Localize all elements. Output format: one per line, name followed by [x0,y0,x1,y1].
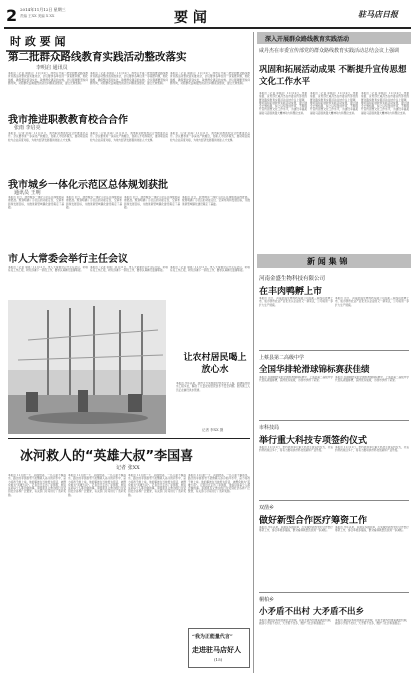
top-body-2: 本报讯（记者 李明启）11月12日，市委常委、宣传部长咸丹杰在市委宣传部党的群众路线教育实践活动总结会议上强调，要巩固和拓展教育实践活动成果，建立健全长效机制，持之以恒改进作风，不断提升宣传思想文化工作水平，为建设幸福美丽驻马店提供强大精神动力和舆论支持。 [310,92,358,115]
article-2-title: 我市推进职教教育校合合作 [8,115,128,126]
feature-box [188,628,250,668]
item-3-body: 本报讯 11月11日，市科技局举行重大科技专项签约仪式，共签约科技项目多个，将有力推动我市科技创新和产业升级。 [259,446,333,453]
item-1-body: 本报讯 近日，河南金盛生物科技有限公司在新三板成功挂牌上市，成为我市农业产业化龙头企业的又一新亮点，公司将进一步扩大生产规模。 [259,297,333,307]
article-1-byline: 李明启 通讯员 [36,65,68,71]
item-3-rule [259,500,409,501]
feature-rule [8,438,250,439]
article-3-body-2: 本报讯 近日，我市城乡一体化示范区总体规划获得批准。规划明确了示范区的功能定位、空间布局和发展目标，为推进新型城镇化建设奠定了基础。 [66,196,122,209]
item-3-body-2: 本报讯 11月11日，市科技局举行重大科技专项签约仪式，共签约科技项目多个，将有力推动我市科技创新和产业升级。 [335,446,409,453]
article-3-body-4: 本报讯 近日，我市城乡一体化示范区总体规划获得批准。规划明确了示范区的功能定位、空间布局和发展目标，为推进新型城镇化建设奠定了基础。 [182,196,250,206]
article-1-title: 第二批群众路线教育实践活动整改落实 [8,51,187,63]
editor-line: 责编 王XX 美编 X XX [20,14,55,18]
newspaper-name: 驻马店日报 [358,9,398,19]
item-2-kicker: 上蔡县第二高级中学 [259,355,305,361]
item-1-body-2: 本报讯 近日，河南金盛生物科技有限公司在新三板成功挂牌上市，成为我市农业产业化龙头企业的又一新亮点，公司将进一步扩大生产规模。 [335,297,409,307]
item-4-title: 做好新型合作医疗筹资工作 [259,516,368,526]
item-4-body: 本报讯 今年以来，双凿乡多措并举，扎实做好新型农村合作医疗筹资工作，参合率稳步提高，群众看病就医负担进一步减轻。 [259,526,333,533]
top-body: 本报讯（记者 李明启）11月12日，市委常委、宣传部长咸丹杰在市委宣传部党的群众路线教育实践活动总结会议上强调，要巩固和拓展教育实践活动成果，建立健全长效机制，持之以恒改进作风，不断提升宣传思想文化工作水平，为建设幸福美丽驻马店提供强大精神动力和舆论支持。 [259,92,307,115]
news-photo [8,300,166,434]
page-number: 2 [6,6,18,25]
article-3-byline: 通讯员 王明 [14,190,41,196]
right-section [257,32,411,673]
header-rule [4,27,411,29]
item-1-kicker: 河南金盛生物科技有限公司 [259,276,326,282]
item-3-title: 举行重大科技专项签约仪式 [259,436,368,446]
article-2-body: 本报讯（记者 张雨）11月11日，我市职业教育校企合作推进会召开。会议要求进一步深化产教融合，创新人才培养模式，推动职业院校与企业深度对接，为地方经济发展提供技能人才支撑。 [8,132,88,142]
photo-credit: 记者 李XX 摄 [202,428,224,432]
item-1-title: 在丰肉鸭孵上市 [259,287,323,297]
item-5-kicker: 桐柏乡 [259,597,275,603]
top-band-text: 深入开展群众路线教育实践活动 [265,36,350,43]
top-title-small: 咸丹杰在市委宣传部党的群众路线教育实践活动总结会议上强调 [259,48,400,54]
article-2-byline: 张雨 李启亮 [14,125,41,131]
item-5-body: 本报讯 桐柏乡积极创新社会管理，完善矛盾纠纷排查调处机制，做到小矛盾不出村，大矛盾不出乡，维护了社会和谐稳定。 [259,619,333,626]
article-4-body: 本报讯（记者 李明）11月11日，市人大常委会召开主任会议，听取有关工作汇报，研究部署下一阶段工作，要求认真履行监督职能。 [8,266,88,273]
date-line: 2014年11月12日 星期三 [20,7,66,12]
feature-box-text: 走进驻马店好人 [192,646,241,654]
item-1-rule [259,350,409,351]
item-3-kicker: 市科技局 [259,425,280,431]
item-4-kicker: 双凿乡 [259,505,275,511]
top-title: 巩固和拓展活动成果 不断提升宣传思想文化工作水平 [259,65,407,87]
feature-body-3: 本报讯 11月的一天，河面结冰，一名儿童不慎落水，路过的李国喜毫不犹豫跳入冰冷的河水中，奋力将孩子救上岸。他的事迹在当地传为佳话，被群众称为“英雄大叔”。记者近日走访了李国喜，他说这是每个人都会做的事。李国喜见义勇为的行为受到社会各界广泛赞誉，有关部门对其进行了表彰奖励。 [128,474,186,497]
article-2-body-2: 本报讯（记者 张雨）11月11日，我市职业教育校企合作推进会召开。会议要求进一步深化产教融合，创新人才培养模式，推动职业院校与企业深度对接，为地方经济发展提供技能人才支撑。 [90,132,168,142]
feature-title: 冰河救人的“英雄大叔”李国喜 [20,449,194,464]
photo-caption: 本报讯 今年以来，我市大力实施农村饮水安全工程，新建集中供水工程多处，解决了大量农村居民饮水不安全问题。图为施工人员正在铺设供水管道。 [176,382,250,392]
feature-box-title: “我为正能量代言” [192,634,233,640]
item-5-body-2: 本报讯 桐柏乡积极创新社会管理，完善矛盾纠纷排查调处机制，做到小矛盾不出村，大矛盾不出乡，维护了社会和谐稳定。 [335,619,409,626]
item-2-title: 全国华排轮滑球锦标赛获佳绩 [259,365,370,375]
top-band [257,32,411,44]
feature-body: 本报讯 11月的一天，河面结冰，一名儿童不慎落水，路过的李国喜毫不犹豫跳入冰冷的河水中，奋力将孩子救上岸。他的事迹在当地传为佳话，被群众称为“英雄大叔”。记者近日走访了李国喜，他说这是每个人都会做的事。李国喜见义勇为的行为受到社会各界广泛赞誉，有关部门对其进行了表彰奖励。 [8,474,66,497]
news-band-text: 新 闻 集 锦 [307,257,348,266]
item-4-rule [259,592,409,593]
left-section [6,32,251,673]
article-1-body-3: 本报讯（记者 李明启）11月12日，我市召开第二批党的群众路线教育实践活动整改落实推进会，会议要求各单位进一步查摆问题，细化措施，确保整改落到实处，取得群众满意的实效。会议强调要坚持问题导向，对照群众反映强烈的突出问题逐条整改，建立长效机制。 [170,72,250,85]
article-1-body: 本报讯（记者 李明启）11月12日，我市召开第二批党的群众路线教育实践活动整改落实推进会，会议要求各单位进一步查摆问题，细化措施，确保整改落到实处，取得群众满意的实效。会议强调要坚持问题导向，对照群众反映强烈的突出问题逐条整改，建立长效机制。 [8,72,88,85]
article-3-body-3: 本报讯 近日，我市城乡一体化示范区总体规划获得批准。规划明确了示范区的功能定位、空间布局和发展目标，为推进新型城镇化建设奠定了基础。 [124,196,180,209]
article-4-body-2: 本报讯（记者 李明）11月11日，市人大常委会召开主任会议，听取有关工作汇报，研究部署下一阶段工作，要求认真履行监督职能。 [90,266,168,273]
top-body-3: 本报讯（记者 李明启）11月12日，市委常委、宣传部长咸丹杰在市委宣传部党的群众路线教育实践活动总结会议上强调，要巩固和拓展教育实践活动成果，建立健全长效机制，持之以恒改进作风，不断提升宣传思想文化工作水平，为建设幸福美丽驻马店提供强大精神动力和舆论支持。 [361,92,409,115]
item-2-rule [259,420,409,421]
feature-body-4: 本报讯 11月的一天，河面结冰，一名儿童不慎落水，路过的李国喜毫不犹豫跳入冰冷的河水中，奋力将孩子救上岸。他的事迹在当地传为佳话，被群众称为“英雄大叔”。记者近日走访了李国喜，他说这是每个人都会做的事。李国喜见义勇为的行为受到社会各界广泛赞誉，有关部门对其进行了表彰奖励。 [188,474,250,494]
feature-byline: 记者 张XX [116,465,140,471]
item-2-body-2: 本报讯 在刚刚结束的全国轮滑球锦标赛中，上蔡县第二高级中学代表队顽强拼搏，获得优异成绩，为我市争得了荣誉。 [335,376,409,383]
feature-body-2: 本报讯 11月的一天，河面结冰，一名儿童不慎落水，路过的李国喜毫不犹豫跳入冰冷的河水中，奋力将孩子救上岸。他的事迹在当地传为佳话，被群众称为“英雄大叔”。记者近日走访了李国喜，他说这是每个人都会做的事。李国喜见义勇为的行为受到社会各界广泛赞誉，有关部门对其进行了表彰奖励。 [68,474,126,497]
article-3-title: 我市城乡一体化示范区总体规划获批 [8,180,168,191]
column-divider [253,32,254,673]
article-4-title: 市人大常委会举行主任会议 [8,254,128,265]
news-band [257,254,411,268]
feature-box-num: (15) [214,657,223,662]
item-5-title: 小矛盾不出村 大矛盾不出乡 [259,607,364,617]
article-2-body-3: 本报讯（记者 张雨）11月11日，我市职业教育校企合作推进会召开。会议要求进一步深化产教融合，创新人才培养模式，推动职业院校与企业深度对接，为地方经济发展提供技能人才支撑。 [170,132,250,142]
page-header [4,4,411,26]
section-title: 要 闻 [174,10,207,26]
item-2-body: 本报讯 在刚刚结束的全国轮滑球锦标赛中，上蔡县第二高级中学代表队顽强拼搏，获得优异成绩，为我市争得了荣誉。 [259,376,333,383]
photo-caption-title: 让农村居民喝上放心水 [183,353,247,375]
article-4-body-3: 本报讯（记者 李明）11月11日，市人大常委会召开主任会议，听取有关工作汇报，研究部署下一阶段工作，要求认真履行监督职能。 [170,266,250,273]
article-3-body: 本报讯 近日，我市城乡一体化示范区总体规划获得批准。规划明确了示范区的功能定位、空间布局和发展目标，为推进新型城镇化建设奠定了基础。 [8,196,64,209]
item-4-body-2: 本报讯 今年以来，双凿乡多措并举，扎实做好新型农村合作医疗筹资工作，参合率稳步提高，群众看病就医负担进一步减轻。 [335,526,409,533]
section-tag: 时 政 要 闻 [6,32,70,52]
article-1-body-2: 本报讯（记者 李明启）11月12日，我市召开第二批党的群众路线教育实践活动整改落实推进会，会议要求各单位进一步查摆问题，细化措施，确保整改落到实处，取得群众满意的实效。会议强调要坚持问题导向，对照群众反映强烈的突出问题逐条整改，建立长效机制。 [90,72,168,85]
